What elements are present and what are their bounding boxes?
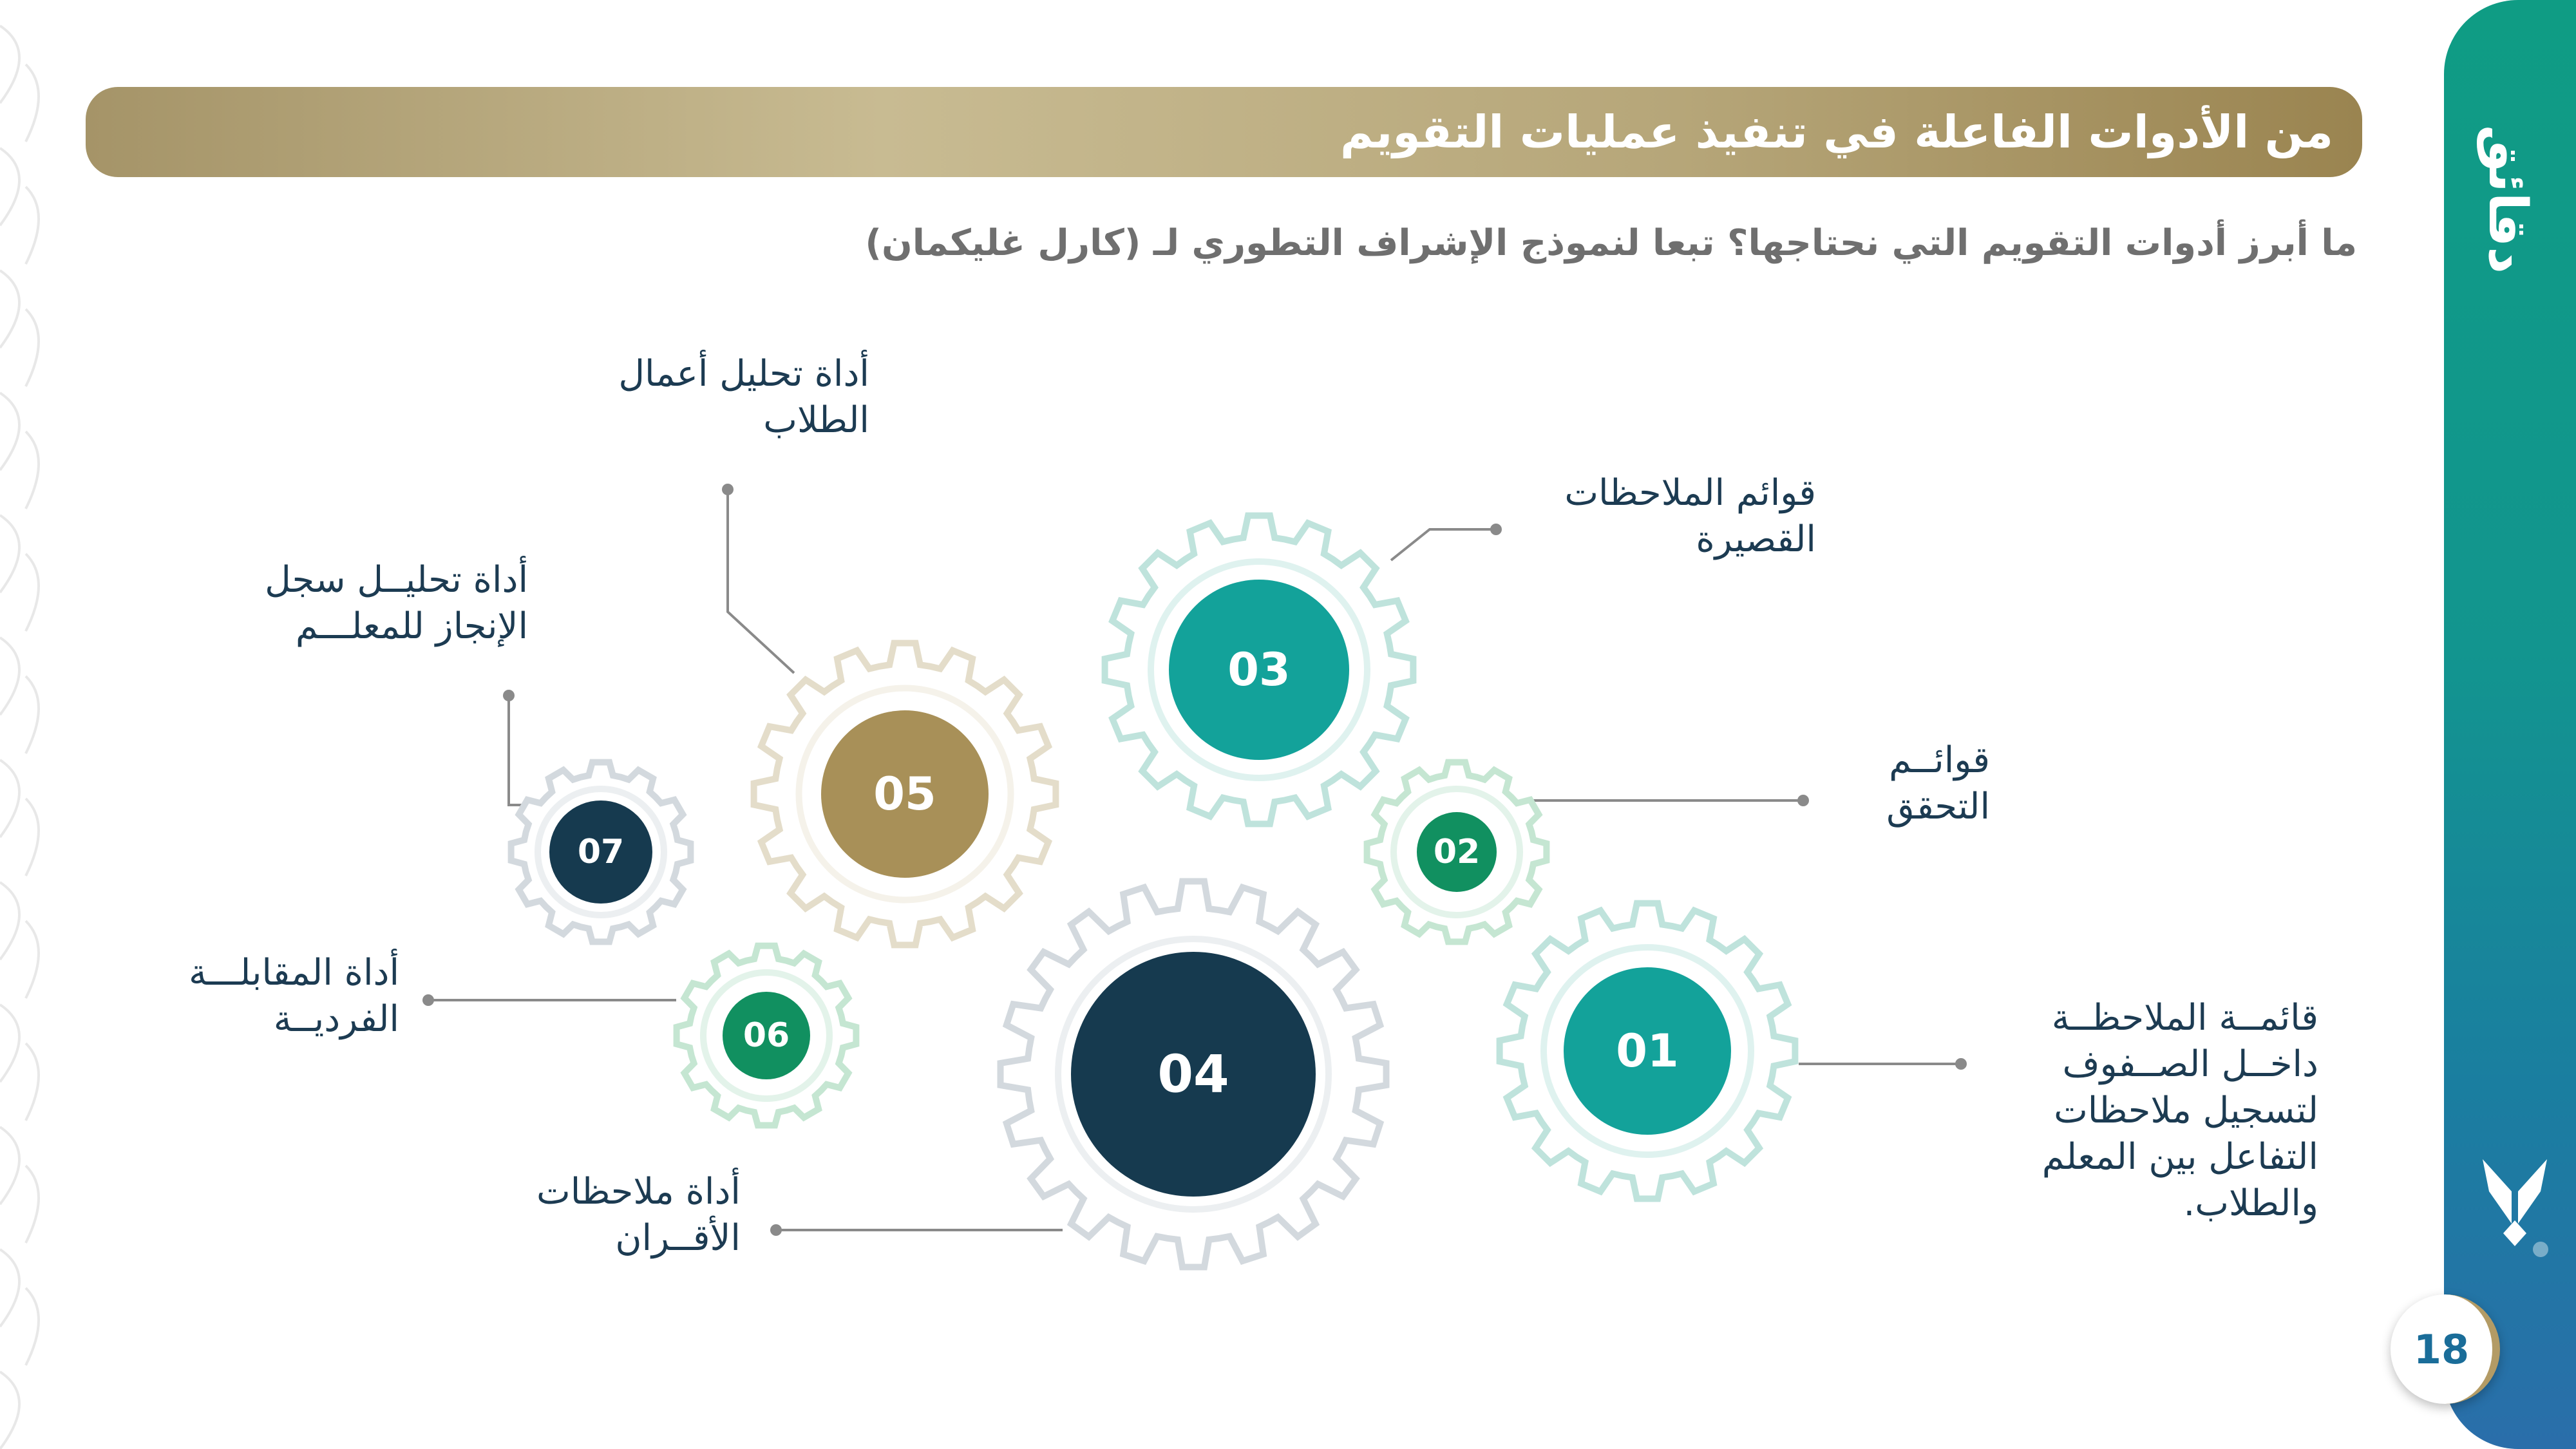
connector-dot xyxy=(722,484,734,495)
gear-label-07 xyxy=(213,557,528,650)
gear-label-01 xyxy=(1996,995,2318,1227)
connector-line xyxy=(1391,529,1496,560)
connector-dot xyxy=(1797,795,1809,806)
gear-label-line: أداة تحليل أعمال xyxy=(618,353,869,395)
connector-dot xyxy=(1955,1058,1967,1070)
page-number-badge: 18 xyxy=(2391,1294,2500,1404)
gear-label-line: قوائم الملاحظات xyxy=(1564,472,1816,514)
gear-number: 02 xyxy=(1433,833,1481,871)
gear-label-line: قائمــة الملاحظــة xyxy=(2051,997,2318,1039)
gear-number: 03 xyxy=(1227,643,1291,696)
page-title: من الأدوات الفاعلة في تنفيذ عمليات التقويم xyxy=(1340,106,2333,158)
gear-label-06 xyxy=(116,950,399,1043)
gear-number: 01 xyxy=(1616,1025,1679,1077)
gear-label-05 xyxy=(580,351,869,444)
connector-dot xyxy=(1490,524,1502,535)
gear-label-03 xyxy=(1533,470,1816,563)
gear-label-line: أداة تحليــل سجل xyxy=(265,559,528,601)
connector-line xyxy=(728,489,794,673)
gear-label-line: والطلاب. xyxy=(2183,1182,2318,1224)
gear-label-line: داخــل الصــفوف xyxy=(2062,1043,2318,1085)
gear-01 xyxy=(1500,904,1795,1199)
connector-dot xyxy=(770,1224,782,1236)
gear-label-line: القصيرة xyxy=(1696,518,1816,560)
brand-name: دقائق معرفية xyxy=(2380,108,2538,292)
gear-02 xyxy=(1367,762,1547,942)
connector-dot xyxy=(503,690,515,701)
gear-05 xyxy=(754,643,1056,945)
gear-label-line: التفاعل بين المعلم xyxy=(2041,1136,2318,1178)
gear-label-line: الطلاب xyxy=(763,399,869,441)
gear-label-line: لتسجيل ملاحظات xyxy=(2054,1090,2318,1132)
gear-label-04 xyxy=(502,1169,741,1262)
connector-line xyxy=(509,696,530,805)
gear-number: 07 xyxy=(577,833,625,871)
gear-label-line: قوائــم xyxy=(1889,739,1990,781)
gear-number: 04 xyxy=(1157,1044,1229,1104)
gear-label-line: الفرديــة xyxy=(273,998,399,1040)
connector-dot xyxy=(422,994,434,1006)
gear-label-02 xyxy=(1835,737,1990,830)
gear-label-line: التحقق xyxy=(1886,786,1990,828)
gear-04 xyxy=(1001,882,1387,1267)
gear-label-line: الأقــران xyxy=(615,1217,741,1259)
gear-03 xyxy=(1105,516,1414,824)
gear-06 xyxy=(677,946,857,1126)
gear-number: 05 xyxy=(873,768,936,820)
gear-label-line: الإنجاز للمعلـــم xyxy=(295,605,528,647)
gear-number: 06 xyxy=(743,1016,790,1055)
gear-label-line: أداة ملاحظات xyxy=(536,1171,741,1213)
gear-label-line: أداة المقابلـــة xyxy=(189,952,399,994)
page-subtitle: ما أبرز أدوات التقويم التي نحتاجها؟ تبعا لنموذج الإشراف التطوري لـ (كارل غليكمان) xyxy=(865,222,2357,264)
gear-07 xyxy=(511,762,691,942)
